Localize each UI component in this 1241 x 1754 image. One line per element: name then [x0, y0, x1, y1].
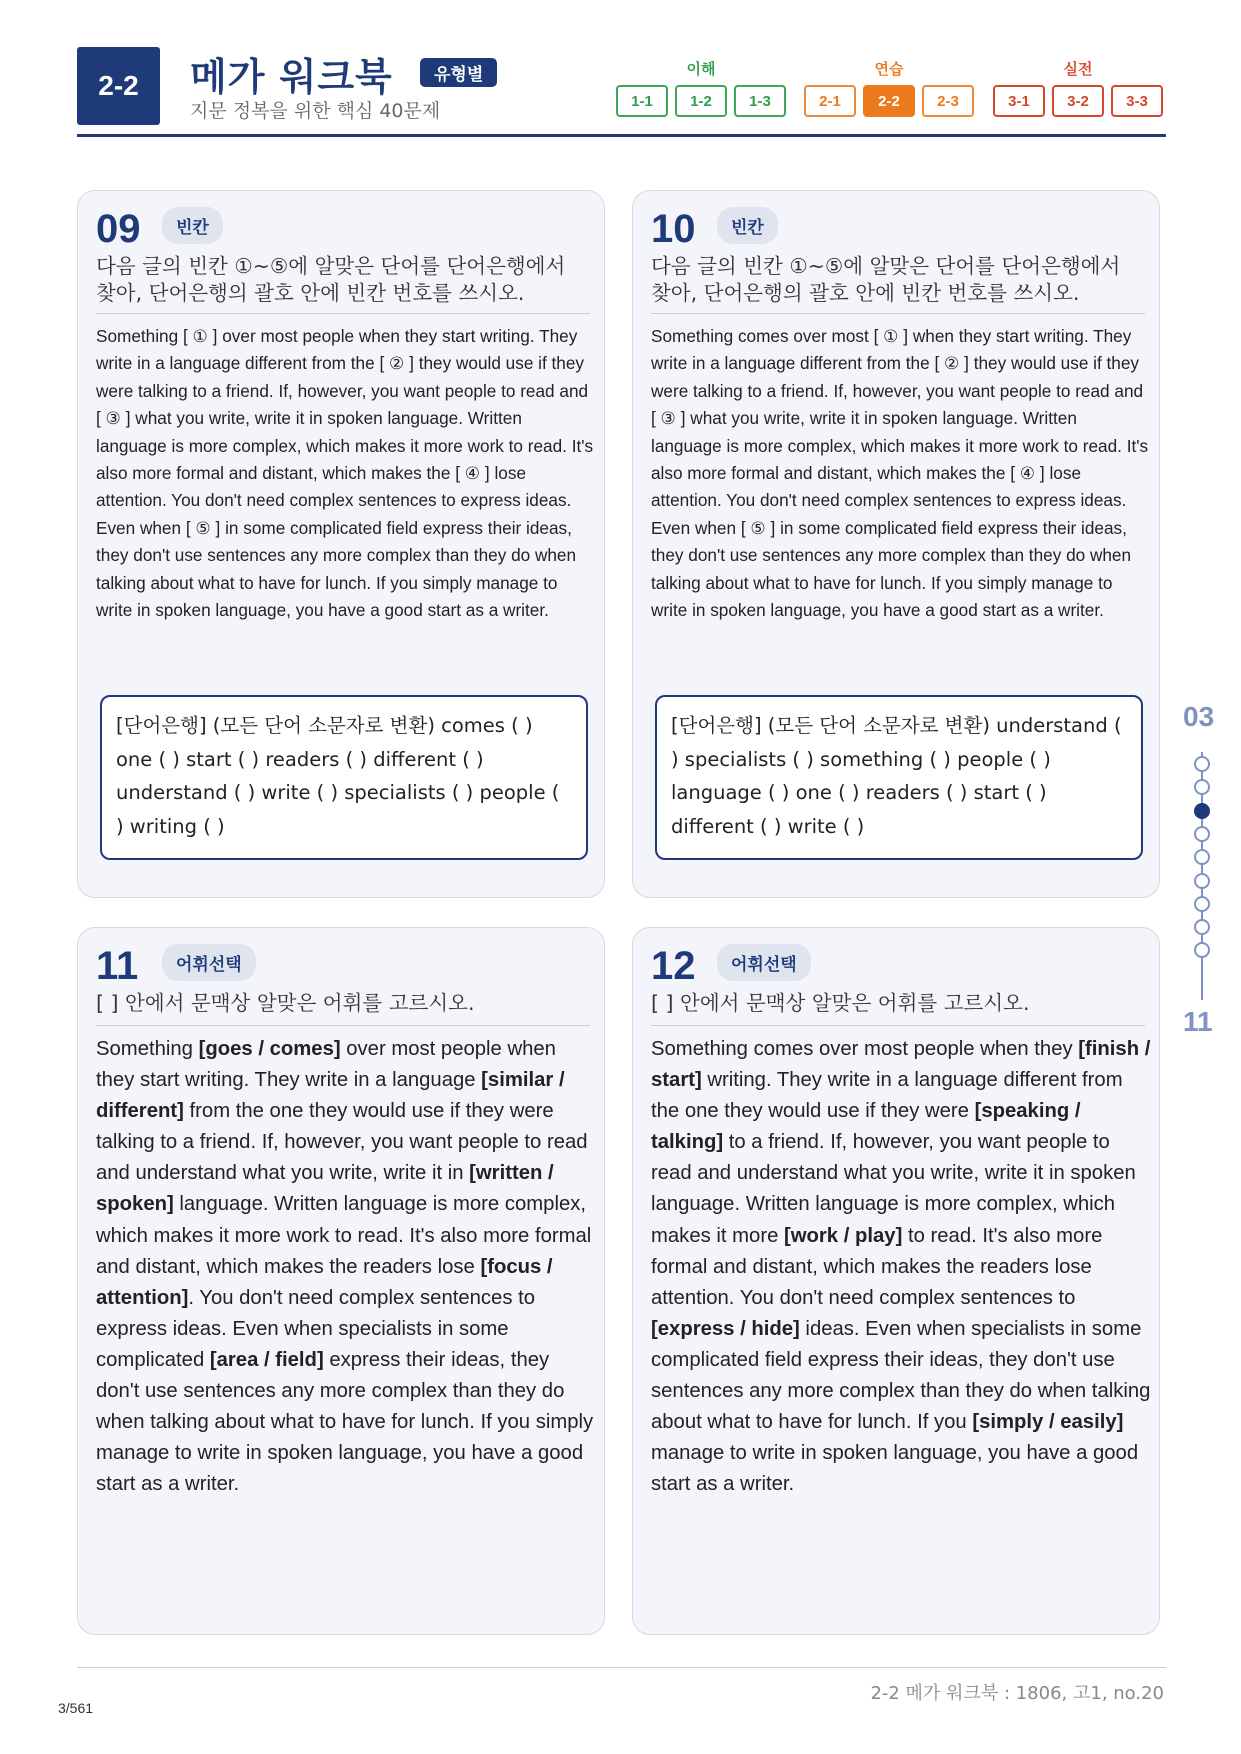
question-card-11 — [77, 927, 605, 1635]
question-instruction: 다음 글의 빈칸 ①~⑤에 알맞은 단어를 단어은행에서 찾아, 단어은행의 괄호 안에 빈칸 번호를 쓰시오. — [651, 254, 1121, 305]
progress-end-number: 11 — [1183, 1006, 1213, 1037]
choice-bracket: [simply / easily] — [972, 1411, 1124, 1434]
progress-dot — [1194, 919, 1210, 935]
question-card-12 — [632, 927, 1160, 1635]
level-badge: 2-2 — [77, 47, 160, 125]
question-passage: Something [goes / comes] over most people when they start writing. They write in a language [similar / different] from the one they would use if they were talking to a friend. If, however, you want people to read and understand what you write, write it in [written / spoken] language. Written language is more complex, which makes it more work to read. It's also more formal and distant, which makes the readers lose [focus / attention]. You don't need complex sentences to express ideas. Even when specialists in some complicated [area / field] express their ideas, they don't use sentences any more complex than they do when talking about what to have for lunch. If you simply manage to write in spoken language, you have a good start as a writer. — [96, 1038, 594, 1496]
step-button-2-3[interactable]: 2-3 — [922, 85, 974, 117]
step-button-2-2[interactable]: 2-2 — [863, 85, 915, 117]
divider — [651, 1025, 1145, 1026]
step-button-3-3[interactable]: 3-3 — [1111, 85, 1163, 117]
choice-bracket: [goes / comes] — [198, 1038, 341, 1060]
choice-bracket: [speaking / talking] — [651, 1100, 1081, 1154]
progress-dot — [1194, 896, 1210, 912]
question-card-09 — [77, 190, 605, 898]
question-number: 12 — [651, 944, 696, 988]
choice-bracket: [focus / attention] — [96, 1255, 553, 1309]
progress-dot — [1194, 779, 1210, 795]
question-card-10 — [632, 190, 1160, 898]
question-type-tag: 빈칸 — [717, 207, 778, 244]
progress-dot — [1194, 756, 1210, 772]
header-divider — [77, 134, 1166, 137]
word-bank: [단어은행] (모든 단어 소문자로 변환) comes ( ) one ( ) start ( ) readers ( ) different ( ) understand ( ) write ( ) specialists ( ) people ( ) writing ( ) — [100, 695, 588, 860]
step-button-3-2[interactable]: 3-2 — [1052, 85, 1104, 117]
divider — [96, 1025, 590, 1026]
question-passage: Something comes over most [ ① ] when they start writing. They write in a language different from the [ ② ] they would use if they were talking to a friend. If, however, you want people to read and [ ③ ] what you write, write it in spoken language. Written language is more complex, which makes it more work to read. It's also more formal and distant, which makes the [ ④ ] lose attention. You don't need complex sentences to express ideas. Even when [ ⑤ ] in some complicated field express their ideas, they don't use sentences any more complex than they do when talking about what to have for lunch. If you simply manage to write in spoken language, you have a good start as a writer. — [651, 326, 1149, 621]
question-type-tag: 빈칸 — [162, 207, 223, 244]
progress-dot — [1194, 873, 1210, 889]
choice-bracket: [area / field] — [209, 1348, 324, 1371]
word-bank: [단어은행] (모든 단어 소문자로 변환) understand ( ) specialists ( ) something ( ) people ( ) language ( ) one ( ) readers ( ) start ( ) different ( ) write ( ) — [655, 695, 1143, 860]
type-badge: 유형별 — [420, 58, 497, 87]
question-number: 11 — [96, 944, 139, 988]
step-group-real — [993, 58, 1163, 117]
step-button-2-1[interactable]: 2-1 — [804, 85, 856, 117]
question-passage: Something comes over most people when they [finish / start] writing. They write in a language different from the one they would use if they were [speaking / talking] to a friend. If, however, you want people to read and understand what you write, write it in spoken language. Written language is more complex, which makes it more [work / play] to read. It's also more formal and distant, which makes the readers lose attention. You don't need complex sentences to [express / hide] ideas. Even when specialists in some complicated field express their ideas, they don't use sentences any more complex than they do when talking about what to have for lunch. If you [simply / easily] manage to write in spoken language, you have a good start as a writer. — [651, 1038, 1151, 1496]
step-button-1-2[interactable]: 1-2 — [675, 85, 727, 117]
question-passage: Something [ ① ] over most people when they start writing. They write in a language different from the [ ② ] they would use if they were talking to a friend. If, however, you want people to read and [ ③ ] what you write, write it in spoken language. Written language is more complex, which makes it more work to read. It's also more formal and distant, which makes the [ ④ ] lose attention. You don't need complex sentences to express ideas. Even when [ ⑤ ] in some complicated field express their ideas, they don't use sentences any more complex than they do when talking about what to have for lunch. If you simply manage to write in spoken language, you have a good start as a writer. — [96, 326, 594, 621]
page-subtitle: 지문 정복을 위한 핵심 40문제 — [190, 100, 441, 122]
step-group-label: 실전 — [1063, 60, 1093, 78]
choice-bracket: [express / hide] — [651, 1317, 800, 1340]
question-instruction: [ ] 안에서 문맥상 알맞은 어휘를 고르시오. — [651, 991, 1030, 1015]
divider — [96, 313, 590, 314]
step-group-label: 이해 — [686, 60, 716, 78]
question-instruction: [ ] 안에서 문맥상 알맞은 어휘를 고르시오. — [96, 991, 475, 1015]
progress-dot — [1194, 803, 1210, 819]
progress-start-number: 03 — [1183, 701, 1215, 732]
footer-source: 2-2 메가 워크북 : 1806, 고1, no.20 — [870, 1683, 1164, 1704]
choice-bracket: [work / play] — [784, 1224, 903, 1247]
progress-dot — [1194, 849, 1210, 865]
choice-bracket: [similar / different] — [96, 1069, 565, 1123]
step-button-3-1[interactable]: 3-1 — [993, 85, 1045, 117]
question-type-tag: 어휘선택 — [162, 944, 256, 981]
divider — [651, 313, 1145, 314]
step-button-1-1[interactable]: 1-1 — [616, 85, 668, 117]
question-number: 10 — [651, 207, 696, 251]
question-number: 09 — [96, 207, 141, 251]
page-title: 메가 워크북 — [190, 55, 393, 99]
choice-bracket: [written / spoken] — [96, 1162, 554, 1216]
choice-bracket: [finish / start] — [651, 1038, 1151, 1092]
step-group-label: 연습 — [874, 60, 904, 78]
question-type-tag: 어휘선택 — [717, 944, 811, 981]
question-instruction: 다음 글의 빈칸 ①~⑤에 알맞은 단어를 단어은행에서 찾아, 단어은행의 괄호 안에 빈칸 번호를 쓰시오. — [96, 254, 566, 305]
progress-dot — [1194, 826, 1210, 842]
step-button-1-3[interactable]: 1-3 — [734, 85, 786, 117]
step-group-understand — [616, 58, 786, 117]
progress-dot — [1194, 942, 1210, 958]
footer-divider — [77, 1667, 1166, 1668]
step-group-practice — [804, 58, 974, 117]
page-number: 3/561 — [58, 1700, 94, 1716]
